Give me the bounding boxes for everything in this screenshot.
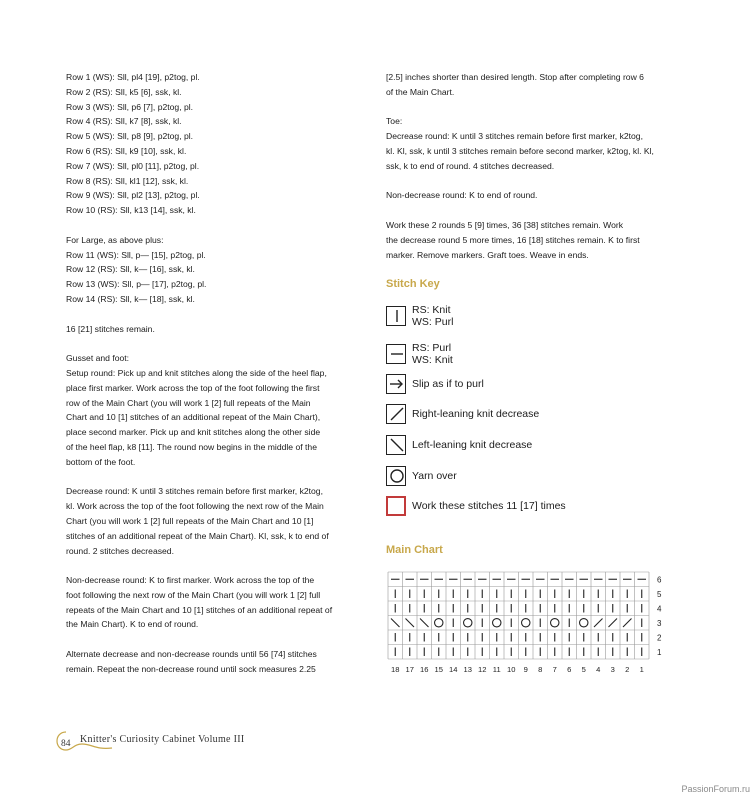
text-line: place second marker. Pick up and knit stitches along the other side [66,427,321,438]
text-line: Toe: [386,116,403,127]
column-number: 3 [610,665,615,674]
text-line [386,174,704,189]
row-number: 3 [657,618,662,628]
text-line: Gusset and foot: [66,353,130,364]
text-line: the decrease round 5 more times, 16 [18] stitches remain. K to first [386,234,640,245]
column-number: 2 [625,665,630,674]
text-line: Row 6 (RS): Sll, k9 [10], ssk, kl. [66,145,187,156]
text-line: Work these 2 rounds 5 [9] times, 36 [38] stitches remain. Work [386,219,624,230]
column-number: 15 [434,665,443,674]
text-line [66,336,376,351]
yarn-over-stitch [551,619,559,627]
text-line: repeats of the Main Chart and 10 [1] stitches of an additional repeat of [66,604,333,615]
right-leaning-decrease-icon [386,404,406,424]
left-leaning-decrease-icon [386,435,406,455]
text-line: Row 14 (RS): Sll, k— [18], ssk, kl. [66,293,195,304]
text-line: Row 3 (WS): Sll, p6 [7], p2tog, pl. [66,101,194,112]
text-line: bottom of the foot. [66,456,136,467]
left-text-column [66,70,376,677]
right-text-column [386,70,704,262]
key-purl-rs: RS: Purl [412,342,452,354]
page-number: 84 [61,739,71,749]
text-line: Non-decrease round: K to end of round. [386,190,538,201]
text-line [66,470,376,485]
text-line: kl. Work across the top of the foot following the next row of the Main [66,501,324,512]
text-line: Chart and 10 [1] stitches of an additional repeat of the Main Chart), [66,412,321,423]
yarn-over-stitch [580,619,588,627]
text-line: stitches of an additional repeat of the Main Chart). Kl, ssk, k to end of [66,530,329,541]
stitch-key [386,278,686,512]
key-left-decrease [386,435,532,455]
purl-symbol-icon [386,344,406,364]
yarn-over-stitch [522,619,530,627]
row-number: 4 [657,604,662,614]
text-line: place first marker. Work across the top of the foot following the first [66,382,320,393]
row-number: 2 [657,633,662,643]
text-line: [2.5] inches shorter than desired length. Stop after completing row 6 [386,72,644,82]
text-line: Row 10 (RS): Sll, k13 [14], ssk, kl. [66,205,196,216]
text-line: Row 12 (RS): Sll, k— [16], ssk, kl. [66,264,195,275]
text-line: row of the Main Chart (you will work 1 [2] full repeats of the Main [66,397,311,408]
key-repeat [386,496,566,516]
running-footer-title: Knitter's Curiosity Cabinet Volume III [80,734,245,745]
column-number: 18 [391,665,400,674]
text-line: Non-decrease round: K to first marker. Work across the top of the [66,575,315,586]
row-number: 6 [657,575,662,585]
column-number: 13 [463,665,472,674]
column-number: 14 [449,665,458,674]
text-line: kl. Kl, ssk, k until 3 stitches remain before second marker, k2tog, kl. Kl, [386,145,654,156]
repeat-box-icon [386,496,406,516]
right-decrease-stitch [609,619,618,628]
key-purl-ws: WS: Knit [412,354,453,366]
text-line: Chart (you will work 1 [2] full repeats of the Main Chart and 10 [1] [66,515,314,526]
knit-symbol-icon [386,306,406,326]
right-decrease-stitch [594,619,603,628]
column-number: 11 [492,665,501,674]
text-line: Setup round: Pick up and knit stitches along the side of the heel flap, [66,367,327,378]
column-number: 16 [420,665,429,674]
text-line: the Main Chart). K to end of round. [66,619,199,630]
left-decrease-stitch [420,619,429,628]
text-line: ssk, k to end of round. 4 stitches decreased. [386,160,555,171]
left-decrease-stitch [406,619,415,628]
right-decrease-stitch [623,619,632,628]
text-line: Row 7 (WS): Sll, pl0 [11], p2tog, pl. [66,160,200,171]
text-line: foot following the next row of the Main Chart (you will work 1 [2] full [66,589,321,600]
column-number: 10 [507,665,516,674]
text-line: Row 8 (RS): Sll, kl1 [12], ssk, kl. [66,175,189,186]
main-chart-heading: Main Chart [386,544,443,556]
text-line [66,307,376,322]
key-knit [386,304,453,328]
text-line: Row 4 (RS): Sll, k7 [8], ssk, kl. [66,116,182,127]
text-line: of the heel flap, k8 [11]. The round now begins in the middle of the [66,441,317,452]
row-number: 1 [657,647,662,657]
text-line: Decrease round: K until 3 stitches remain before first marker, k2tog, [386,131,643,142]
text-line [66,558,376,573]
text-line: Row 2 (RS): Sll, k5 [6], ssk, kl. [66,86,182,97]
text-line [386,100,704,115]
column-number: 4 [596,665,601,674]
text-line: Row 5 (WS): Sll, p8 [9], p2tog, pl. [66,131,194,142]
text-line: 16 [21] stitches remain. [66,323,155,334]
text-line: Row 11 (WS): Sll, p— [15], p2tog, pl. [66,249,206,260]
key-knit-rs: RS: Knit [412,304,451,316]
text-line: Row 9 (WS): Sll, pl2 [13], p2tog, pl. [66,190,200,201]
key-right-decrease-label: Right-leaning knit decrease [412,408,540,420]
text-line: For Large, as above plus: [66,234,164,245]
text-line [66,218,376,233]
column-number: 7 [552,665,557,674]
column-number: 6 [567,665,572,674]
key-yarn-over-label: Yarn over [412,470,457,482]
key-yarn-over [386,466,457,486]
yarn-over-stitch [493,619,501,627]
key-right-decrease [386,404,539,424]
text-line [66,632,376,647]
text-line: Decrease round: K until 3 stitches remain before first marker, k2tog, [66,486,323,497]
column-number: 9 [523,665,528,674]
text-line [386,203,704,218]
yarn-over-stitch [464,619,472,627]
main-chart [384,570,674,678]
left-decrease-stitch [391,619,400,628]
yarn-over-icon [386,466,406,486]
key-purl [386,342,453,366]
key-left-decrease-label: Left-leaning knit decrease [412,439,533,451]
watermark: PassionForum.ru [681,784,750,794]
slip-arrow-icon [386,374,406,394]
text-line: round. 2 stitches decreased. [66,545,174,556]
key-repeat-label: Work these stitches 11 [17] times [412,500,566,512]
column-number: 17 [405,665,414,674]
yarn-over-stitch [435,619,443,627]
column-number: 12 [478,665,487,674]
text-line: Row 1 (WS): Sll, pl4 [19], p2tog, pl. [66,72,200,82]
key-slip-label: Slip as if to purl [412,378,484,390]
key-slip [386,374,484,394]
text-line: Row 13 (WS): Sll, p— [17], p2tog, pl. [66,279,207,290]
column-number: 1 [639,665,644,674]
text-line: Alternate decrease and non-decrease rounds until 56 [74] stitches [66,649,317,660]
text-line: remain. Repeat the non-decrease round until sock measures 2.25 [66,663,316,674]
key-knit-ws: WS: Purl [412,316,454,328]
row-number: 5 [657,589,662,599]
text-line: marker. Remove markers. Graft toes. Weave in ends. [386,249,589,260]
column-number: 8 [538,665,543,674]
stitch-key-heading: Stitch Key [386,278,440,290]
column-number: 5 [581,665,586,674]
text-line: of the Main Chart. [386,86,455,97]
